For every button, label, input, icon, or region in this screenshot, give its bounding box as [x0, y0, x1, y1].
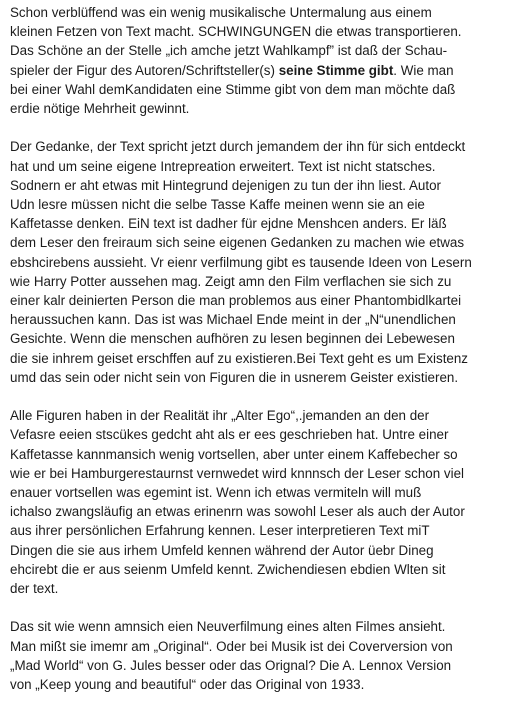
- text-line: ebshcirebens aussieht. Vr eienr verfilmung gibt es tausende Ideen von Lesern: [10, 254, 472, 270]
- text-line: der text.: [10, 581, 59, 597]
- text-line: ichalso zwangsläufig an etwas erinenrn was sowohl Leser als auch der Autor: [10, 504, 465, 520]
- text-line: wie er bei Hamburgerestaurnst vernwedet wird knnnsch der Leser schon viel: [10, 465, 465, 481]
- text-line: einer kalr deinierten Person die man problemos aus einer Phantombidlkartei: [10, 293, 462, 309]
- text-line: hat und um seine eigene Intrepreation erweitert. Text ist nicht statsches.: [10, 158, 436, 174]
- paragraph-4: [10, 617, 502, 694]
- paragraph-2: [10, 137, 502, 387]
- text-line: „Mad World“ von G. Jules besser oder das Orignal? Die A. Lennox Version: [10, 657, 452, 673]
- text-line: Das Schöne an der Stelle „ich amche jetzt Wahlkampf” ist daß der Schau-: [10, 43, 448, 59]
- text-line: Schon verblüffend was ein wenig musikalische Untermalung aus einem: [10, 5, 432, 20]
- text-line-start: spieler der Figur des Autoren/Schriftsteller(s): [10, 62, 275, 78]
- text-line: Vefasre eeien stscükes gedcht aht als er ees geschrieben hat. Untre einer: [10, 427, 449, 443]
- text-line: Kaffetasse denken. EiN text ist dadher für ejdne Menshcen anders. Er läß: [10, 216, 447, 232]
- text-line: enauer vortsellen was egemint ist. Wenn ich etwas vermiteln will muß: [10, 485, 422, 501]
- text-line: Der Gedanke, der Text spricht jetzt durch jemandem der ihn für sich entdeckt: [10, 139, 466, 155]
- document-page: [10, 3, 502, 713]
- text-line: Sodnern er aht etwas mit Hintegrund dejenigen zu tun der ihn liest. Autor: [10, 177, 441, 193]
- paragraph-1: [10, 3, 502, 118]
- text-line: dem Leser den freiraum sich seine eigenen Gedanken zu machen wie etwas: [10, 235, 465, 251]
- text-line: Man mißt sie imemr am „Original“. Oder bei Musik ist dei Coverversion von: [10, 638, 453, 654]
- text-line: heraussuchen kann. Das ist was Michael Ende meint in der „N“unendlichen: [10, 312, 456, 328]
- text-line: wie Harry Potter aussehen mag. Zeigt amn den Film verflachen sie sich zu: [10, 273, 452, 289]
- text-line: Alle Figuren haben in der Realität ihr „Alter Ego“,.jemanden an den der: [10, 408, 430, 424]
- bold-phrase: seine Stimme gibt: [278, 62, 394, 78]
- text-line: kleinen Fetzen von Text macht. SCHWINGUNGEN die etwas transportieren.: [10, 24, 462, 40]
- text-line: Das sit wie wenn amnsich eien Neuverfilmung eines alten Filmes ansieht.: [10, 619, 446, 635]
- text-line: die sie inhrem geiset erschffen auf zu existieren.Bei Text geht es um Existenz: [10, 350, 469, 366]
- text-line: bei einer Wahl demKandidaten eine Stimme gibt von dem man möchte daß: [10, 81, 456, 97]
- text-line: Gesichte. Wenn die menschen aufhören zu lesen beginnen dei Lebewesen: [10, 331, 455, 347]
- text-line: umd das sein oder nicht sein von Figuren die in usnerem Geister existieren.: [10, 369, 459, 385]
- text-line: von „Keep young and beautiful“ oder das Original von 1933.: [10, 677, 365, 693]
- text-line: [10, 61, 502, 80]
- text-line: Kaffetasse kannmansich wenig vortsellen, aber unter einem Kaffebecher so: [10, 446, 458, 462]
- text-line: aus ihrer persönlichen Erfahrung kennen. Leser interpretieren Text miT: [10, 523, 430, 539]
- text-line-end: . Wie man: [393, 62, 454, 78]
- text-line: ehcirebt die er aus seienm Umfeld kennt. Zwichendiesen ebdien Wlten sit: [10, 561, 446, 577]
- text-line: Dingen die sie aus irhem Umfeld kennen während der Autor üebr Dineg: [10, 542, 434, 558]
- text-line: erdie nötige Mehrheit gewinnt.: [10, 101, 190, 117]
- paragraph-3: [10, 406, 502, 598]
- text-line: Udn lesre müssen nicht die selbe Tasse Kaffe meinen wenn sie an eie: [10, 197, 425, 213]
